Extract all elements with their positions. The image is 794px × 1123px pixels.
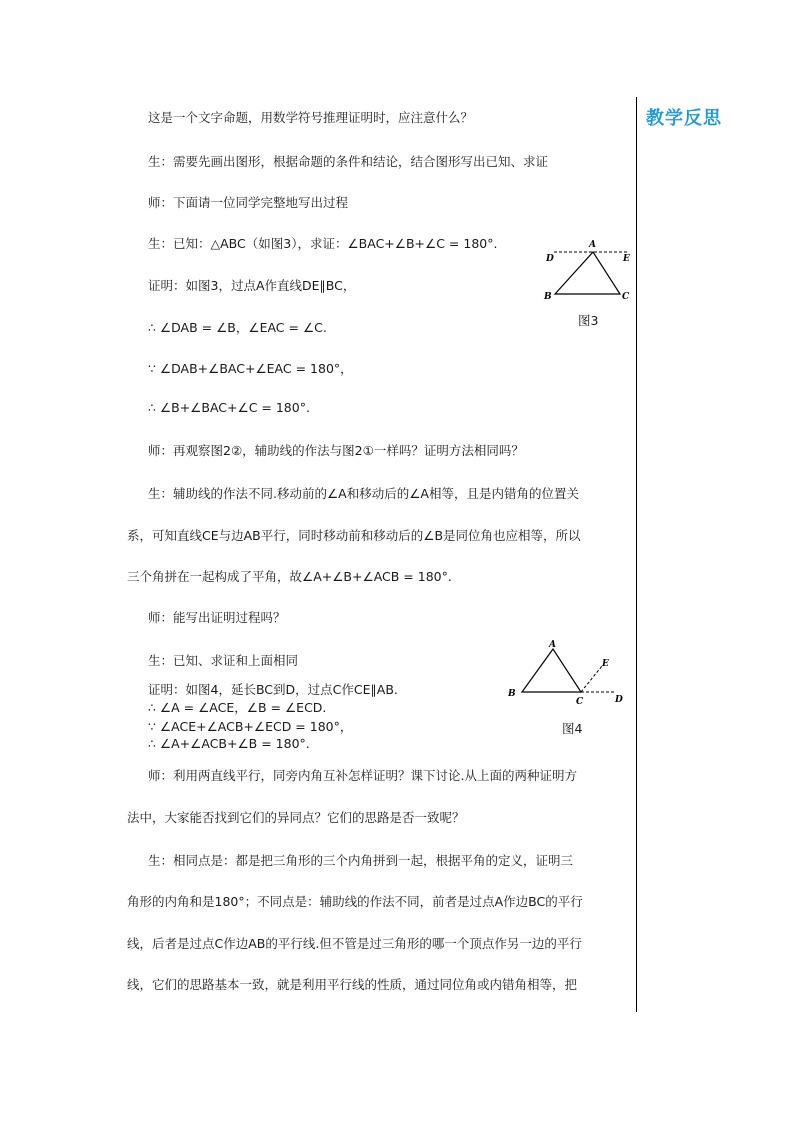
text-line: 角形的内角和是180°；不同点是：辅助线的作法不同，前者是过点A作边BC的平行 [127,894,583,909]
text-line: 线，后者是过点C作边AB的平行线.但不管是过三角形的哪一个顶点作另一边的平行 [127,936,582,951]
text-line: 生：相同点是：都是把三角形的三个内角拼到一起，根据平角的定义，证明三 [148,853,574,868]
text-line: ∴ ∠A = ∠ACE，∠B = ∠ECD. [148,700,327,715]
text-line: ∴ ∠DAB = ∠B，∠EAC = ∠C. [148,320,327,335]
figure-3-caption: 图3 [578,313,599,328]
label-d: D [615,695,623,705]
text-line: ∵ ∠ACE+∠ACB+∠ECD = 180°， [148,719,353,734]
label-e: E [623,254,630,264]
text-line: 生：需要先画出图形，根据命题的条件和结论，结合图形写出已知、求证 [148,154,549,169]
text-line: 生：已知：△ABC（如图3），求证：∠BAC+∠B+∠C = 180°. [148,236,498,251]
vertical-divider [636,97,637,1012]
text-line: ∵ ∠DAB+∠BAC+∠EAC = 180°， [148,361,353,376]
text-line: 证明：如图4，延长BC到D，过点C作CE∥AB. [148,682,398,697]
text-line: 系，可知直线CE与边AB平行，同时移动前和移动后的∠B是同位角也应相等，所以 [127,528,581,543]
text-line: 证明：如图3，过点A作直线DE∥BC， [148,278,356,293]
label-c: C [576,697,584,707]
text-line: 师：利用两直线平行，同旁内角互补怎样证明？课下讨论.从上面的两种证明方 [148,768,577,783]
text-line: 法中，大家能否找到它们的异同点？它们的思路是否一致呢？ [127,810,465,825]
text-line: ∴ ∠A+∠ACB+∠B = 180°. [148,736,310,751]
label-b: B [544,292,552,302]
figure-4-diagram [505,640,630,710]
label-d: D [546,254,554,264]
text-line: 师：再观察图2②，辅助线的作法与图2①一样吗？证明方法相同吗？ [148,443,524,458]
text-line: 师：下面请一位同学完整地写出过程 [148,195,349,210]
line-ce-dashed [581,666,602,692]
text-line: 生：辅助线的作法不同.移动前的∠A和移动后的∠A相等，且是内错角的位置关 [148,486,579,501]
text-line: 生：已知、求证和上面相同 [148,653,299,668]
text-line: 线，它们的思路基本一致，就是利用平行线的性质，通过同位角或内错角相等，把 [127,977,578,992]
label-a: A [549,640,556,650]
figure-4-caption: 图4 [562,721,583,736]
label-c: C [622,292,630,302]
triangle-abc [522,649,581,692]
text-line: ∴ ∠B+∠BAC+∠C = 180°. [148,400,310,415]
side-title: 教学反思 [646,108,722,129]
label-e: E [602,659,609,669]
text-line: 师：能写出证明过程吗？ [148,610,286,625]
text-line: 这是一个文字命题，用数学符号推理证明时，应注意什么？ [148,110,474,125]
label-a: A [589,240,596,250]
label-b: B [508,689,516,699]
figure-3-diagram [540,236,635,306]
triangle-abc [555,252,620,294]
text-line: 三个角拼在一起构成了平角，故∠A+∠B+∠ACB = 180°. [127,569,452,584]
